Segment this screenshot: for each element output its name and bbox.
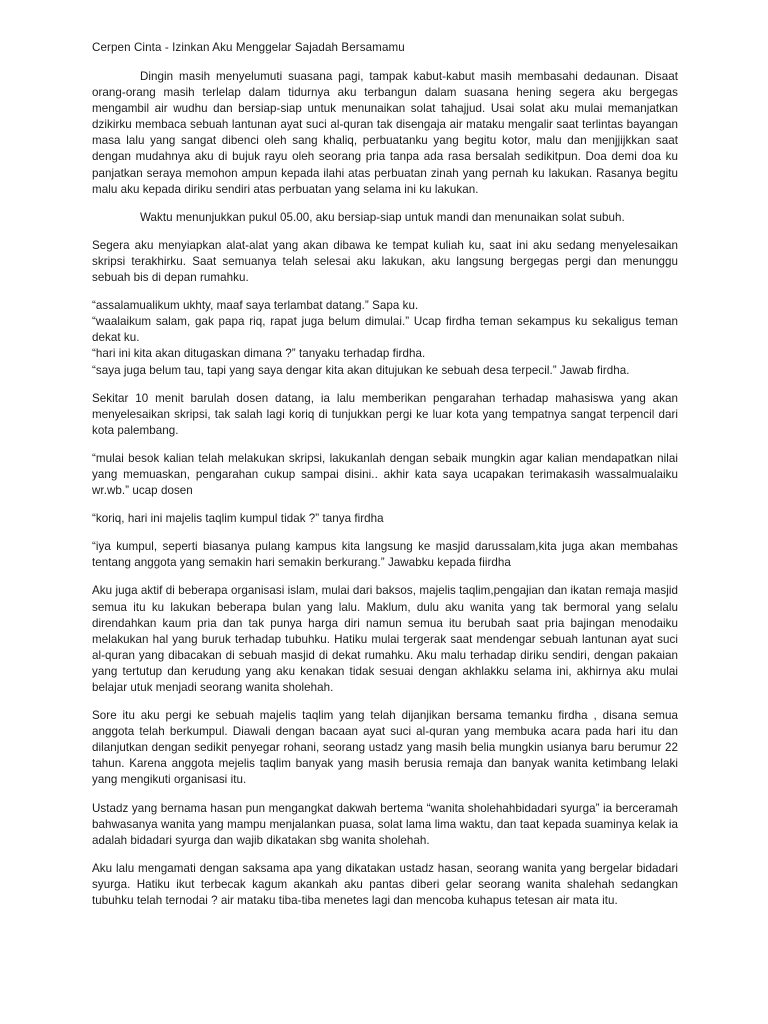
dialog-line: “assalamualikum ukhty, maaf saya terlambat datang.” Sapa ku. bbox=[92, 299, 419, 313]
paragraph-majelis: Sore itu aku pergi ke sebuah majelis taqlim yang telah dijanjikan bersama temanku firdha , disana semua anggota telah berkumpul. Diawali dengan bacaan ayat suci al-quran yang membuka acara pada hari itu dan dilanjutkan dengan sedikit penyegar rohani, seorang ustadz yang masih belia mungkin usianya baru berumur 22 tahun. Karena anggota mejelis taqlim banyak yang masih berusia remaja dan banyak wanita ketimbang lelaki yang mengikuti organisasi itu. bbox=[92, 709, 678, 787]
paragraph-ustadz: Ustadz yang bernama hasan pun mengangkat dakwah bertema “wanita sholehahbidadari syurga” ia berceramah bahwasanya wanita yang mampu menjalankan puasa, solat lama lima waktu, dan taat kepada suaminya kelak ia adalah bidadari syurga dan wajib dikatakan sbg wanita sholehah. bbox=[92, 801, 678, 847]
paragraph-opening: Dingin masih menyelumuti suasana pagi, tampak kabut-kabut masih membasahi dedaunan. Disaat orang-orang masih terlelap dalam tidurnya aku terbangun dalam suasana hening segera aku bergegas mengambil air wudhu dan bersiap-siap untuk menunaikan solat tahajjud. Usai solat aku mulai memanjatkan dzikirku membaca sebuah lantunan ayat suci al-quran tak disengaja air mataku mengalir saat terlintas bayangan masa lalu yang sangat dibenci oleh sang khaliq, perbuatanku yang begitu kotor, malu dan menjjijkkan saat dengan mudahnya aku di bujuk rayu oleh seorang pria tanpa ada rasa bersalah sedikitpun. Doa demi doa ku panjatkan seraya memohon ampun kepada ilahi atas perbuatan zinah yang pernah ku lakukan. Rasanya begitu malu aku kepada diriku sendiri atas perbuatan yang selama ini ku lakukan. bbox=[92, 70, 678, 196]
paragraph-lecturer-speech: “mulai besok kalian telah melakukan skripsi, lakukanlah dengan sebaik mungkin agar kalian mendapatkan nilai yang memuaskan, pengarahan cukup sampai disini.. akhir kata saya ucapakan terimakasih wassalmualaiku wr.wb.” ucap dosen bbox=[92, 451, 678, 498]
paragraph-answer: “iya kumpul, seperti biasanya pulang kampus kita langsung ke masjid darussalam,kita juga akan membahas tentang anggota yang semakin hari semakin berkurang.” Jawabku kepada fiirdha bbox=[92, 540, 678, 570]
paragraph-time: Waktu menunjukkan pukul 05.00, aku bersiap-siap untuk mandi dan menunaikan solat subuh. bbox=[140, 210, 625, 224]
dialog-block bbox=[92, 298, 678, 378]
paragraph-lecturer: Sekitar 10 menit barulah dosen datang, ia lalu memberikan pengarahan terhadap mahasiswa yang akan menyelesaikan skripsi, tak salah lagi koriq di tunjukkan pergi ke luar kota yang tempatnya sangat terpencil dari kota palembang. bbox=[92, 391, 678, 437]
dialog-line: “saya juga belum tau, tapi yang saya dengar kita akan ditujukan ke sebuah desa terpecil.” Jawab firdha. bbox=[92, 363, 630, 377]
paragraph-reflection: Aku lalu mengamati dengan saksama apa yang dikatakan ustadz hasan, seorang wanita yang bergelar bidadari syurga. Hatiku ikut terbecak kagum akankah aku pantas diberi gelar seorang wanita shalehah sedangkan tubuhku telah ternodai ? air mataku tiba-tiba menetes lagi dan mencoba kuhapus tetesan air mata itu. bbox=[92, 861, 678, 908]
dialog-line: “hari ini kita akan ditugaskan dimana ?” tanyaku terhadap firdha. bbox=[92, 347, 426, 361]
paragraph-question: “koriq, hari ini majelis taqlim kumpul tidak ?” tanya firdha bbox=[92, 512, 384, 526]
paragraph-organizations: Aku juga aktif di beberapa organisasi islam, mulai dari baksos, majelis taqlim,pengajian dan ikatan remaja masjid semua itu ku lakukan beberapa bulan yang lalu. Maklum, dulu aku wanita yang tak bermoral yang selalu direndahkan kaum pria dan tak punya harga diri namun semua itu berubah saat pria bajingan menodaiku melakukan hal yang buruk terhadap tubuhku. Hatiku mulai tergerak saat mendengar sebuah lantunan ayat suci al-quran yang dibacakan di sebuah masjid di dekat rumahku. Aku malu terhadap diriku sendiri, dengan pakaian yang tertutup dan kerudung yang aku kenakan tidak sesuai dengan akhlakku selama ini, akhirnya aku mulai belajar utuk menjadi seorang wanita sholehah. bbox=[92, 584, 678, 694]
dialog-line: “waalaikum salam, gak papa riq, rapat juga belum dimulai.” Ucap firdha teman sekampus ku sekaligus teman dekat ku. bbox=[92, 315, 678, 345]
paragraph-preparation: Segera aku menyiapkan alat-alat yang akan dibawa ke tempat kuliah ku, saat ini aku sedang menyelesaikan skripsi terakhirku. Saat semuanya telah selesai aku lakukan, aku langsung bergegas pergi dan menunggu sebuah bis di depan rumahku. bbox=[92, 238, 678, 285]
document-title: Cerpen Cinta - Izinkan Aku Menggelar Sajadah Bersamamu bbox=[92, 41, 405, 54]
